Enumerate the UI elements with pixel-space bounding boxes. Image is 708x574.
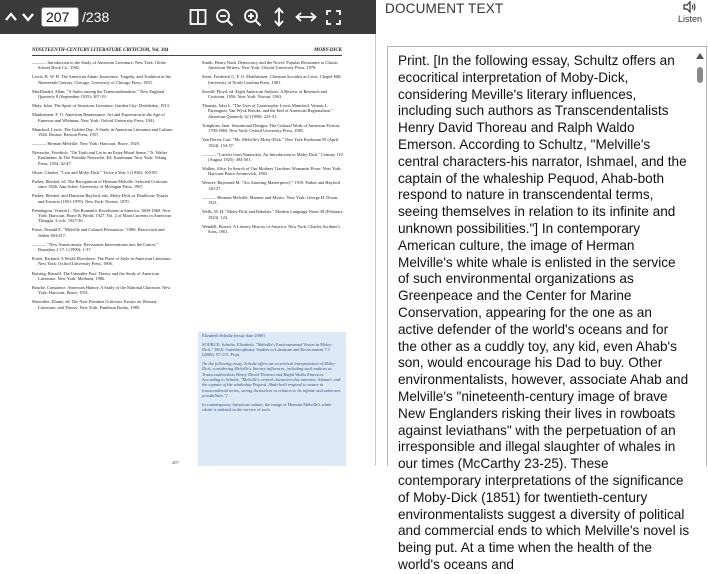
- document-text-panel: [377, 0, 708, 572]
- fit-width-icon: [295, 11, 317, 23]
- bibliography-entry: Stern, Frederick C. F. O. Matthiessen: Christian Socialist as Critic. Chapel Hill: University of North Carolina Press, 1981.: [202, 74, 342, 85]
- viewer-toolbar: [0, 0, 376, 34]
- essay-heading: Elizabeth Schultz (essay date 2000): [202, 333, 265, 338]
- essay-intro: [In the following essay, Schultz offers an ecocritical interpretation of Moby-Dick, considering Melville's literary influences, including such authors as Transcendentalists Henry David Thoreau and Ralph Waldo Emerson. According to Schultz, "Melville's central characters-his narrator, Ishmael, and the captain of the whaleship Pequod, Ahab-both respond to nature in transcendental terms, seeing themselves in relation to its infinite and unknown possibilities."]: [202, 361, 341, 398]
- essay-source: SOURCE: Schultz, Elizabeth. "Melville's Environmental Vision in Moby-Dick." ISLE: Interdisciplinary Studies in Literature and Environment 7.1 (2000): 97-113. Print.: [202, 341, 333, 358]
- scan-running-header: [32, 48, 342, 53]
- listen-button[interactable]: [673, 1, 707, 27]
- next-page-button[interactable]: [20, 0, 36, 34]
- fit-height-button[interactable]: [268, 0, 290, 34]
- bibliography-entry: ———. Introduction to the Study of American Literature. New York: Globe School Book Co., 1902.: [32, 60, 166, 71]
- zoom-in-button[interactable]: [240, 0, 264, 34]
- scan-header-left: NINETEENTH-CENTURY LITERATURE CRITICISM, Vol. 304: [32, 48, 169, 53]
- document-viewer: [0, 0, 376, 466]
- bibliography-entry: ———. "New Americanists: Revisionist Interventions into the Canon." Boundary 2 17.1 (1990): 1-37.: [32, 241, 158, 253]
- scan-column-left: [32, 60, 174, 314]
- scan-header-right: MOBY-DICK: [314, 48, 342, 53]
- bibliography-entry: Pease, Donald E. "Melville and Cultural Persuasion." 1986. Bercovitch and Jehlen 384-417.: [32, 227, 165, 238]
- bibliography-entry: Mumford, Lewis. The Golden Day: A Study in American Literature and Culture. 1926. Boston: Beacon Press, 1957.: [32, 126, 174, 137]
- document-text: Print. [In the following essay, Schultz offers an ecocritical interpretation of Moby-Dick, considering Meville's literary influences, including such authors as Transcendentalists Henry David Thoreau and Ralph Waldo Emerson. According to Schultz, "Melville's central characters-his narrator, Ishmael, and the captain of the whaleship Pequod, Ahab-both respond to nature in transcendental terms, seeing themselves in relation to its infinite and unknown possibilities."] In contemporary American culture, the image of Herman Melville's white whale is enlisted in the service of such environmental organizations as Greenpeace and the Center for Marine Conservation, appearing for the one as an active defender of the world's oceans and for the other as a cuddly toy, any kid, even Ahab's son, would encourage his Dad to buy. Other environmentalists, however, associate Ahab and Melville's "nineteenth-century image of brave New Englanders risking their lives in rowboats against leviathans" with the perpetuation of an irresponsible and illegal slaughter of whales in our times (McCarthy 23-25). These contemporary interpretations of the significance of Moby-Dick (1851) for twentieth-century environmentalists suggest a diversity of political and commercial ends to which Melville's novel is being put. At a time when the health of the world's oceans and: [398, 53, 690, 572]
- chevron-up-icon: [4, 10, 18, 24]
- bibliography-entry: ———. Herman Melville. New York: Harcourt, Brace, 1929.: [32, 141, 140, 147]
- zoom-out-button[interactable]: [212, 0, 236, 34]
- bibliography-entry: Tompkins, Jane. Sensational Designs: The Cultural Work of American Fiction, 1790-1860. New York: Oxford University Press, 1985.: [202, 122, 340, 134]
- scan-column-right: [202, 60, 344, 238]
- scan-header-rule: [32, 55, 342, 56]
- document-text-box[interactable]: [387, 46, 707, 572]
- bibliography-entry: Weaver, Raymond M. "Ars Amoring Masterpiece]." 1919. Parker and Hayford 120-27.: [202, 180, 341, 191]
- bibliography-entry: MacDonald, Allan. "A Sailor among the Transcendentalists." New England Quarterly 8 (September 1935): 307-19.: [32, 88, 164, 100]
- bibliography-entry: Olson, Charles. "Lear and Moby-Dick." Twice a Year 1 (1938): 165-89.: [32, 169, 158, 175]
- bibliography-entry: Nietzsche, Friedrich. "On Truth and Lie in an Extra-Moral Sense." Tr. Walter Kaufmann. In The Portable Nietzsche. Ed. Kaufmann. New York: Viking Press, 1954. 42-47.: [32, 150, 168, 166]
- sidebar-toggle-button[interactable]: [186, 0, 210, 34]
- page-number-input[interactable]: [41, 7, 79, 27]
- bibliography-entry: Pennington, Vernon L. The Romantic Revolution in America: 1800-1860. New York: Harcourt, Brace & World, 1927. Vol. 2 of Main Currents in American Thought. 3 vols. 1927-30.: [32, 207, 171, 224]
- scroll-thumb[interactable]: [697, 67, 703, 83]
- scanned-page: [22, 42, 352, 472]
- scroll-up-arrow-icon[interactable]: [696, 53, 704, 59]
- bibliography-entry: Rourke, Constance. American Humor: A Study of the National Character. New York: Harcourt, Brace, 1931.: [32, 284, 171, 296]
- bibliography-entry: Van Doren, Carl. "Mr. Melville's Moby-Dick." New York Bookman 59 (April 1924): 154-57.: [202, 137, 339, 148]
- text-scrollbar[interactable]: [694, 51, 706, 465]
- chevron-down-icon: [21, 10, 35, 24]
- fit-height-icon: [273, 7, 285, 27]
- fullscreen-icon: [326, 10, 341, 25]
- sidebar-toggle-icon: [189, 8, 207, 26]
- bibliography-entry: Wendell, Barrett. A Literary History of America. New York: Charles Scribner's Sons, 1901.: [202, 223, 341, 234]
- zoom-out-icon: [215, 8, 234, 27]
- fullscreen-button[interactable]: [322, 0, 344, 34]
- zoom-in-icon: [243, 8, 262, 27]
- bibliography-entry: Ruising, Russell. The Unusable Past: Theory and the Study of American Literature. New York: Methuen, 1986.: [32, 270, 159, 281]
- bibliography-entry: Parker, Hershel, ed. The Recognition of Herman Melville: Selected Criticism since 1846. Ann Arbor: University of Michigan Press, 1967.: [32, 178, 168, 190]
- bibliography-entry: Mary, John. The Spirit of American Literature. Garden City: Doubleday, 1913.: [32, 103, 170, 109]
- bibliography-entry: Smith, Henry Nash. Democracy and the Novel: Popular Resistance to Classic American Writers. New York: Oxford University Press, 1978.: [202, 60, 339, 71]
- scan-page-number: 207: [172, 460, 179, 465]
- bibliography-entry: Parker, Hershel, and Harrison Hayford, eds. Moby-Dick as Doubloon: Essays and Extracts (1851-1970). New York: Norton, 1970.: [32, 193, 169, 204]
- bibliography-entry: ———. "Lucifer from Nantucket: An Introduction to Moby-Dick." Century 110 (August 1925): 494-501.: [202, 151, 343, 162]
- bibliography-entry: Stovall, Floyd, ed. Eight American Authors: A Review of Research and Criticism. 1956. New York: Norton, 1963.: [202, 88, 327, 100]
- bibliography-entry: Walker, Alice. In Search of Our Mothers' Gardens: Womanist Prose. New York: Harcourt Brace Jovanovich, 1983.: [202, 166, 342, 177]
- previous-page-button[interactable]: [3, 0, 19, 34]
- bibliography-entry: Showalter, Elaine, ed. The New Feminist Criticism: Essays on Women, Literature, and Theory. New York: Pantheon Books, 1985.: [32, 299, 158, 310]
- fit-width-button[interactable]: [292, 0, 320, 34]
- speaker-icon: [683, 1, 697, 13]
- bibliography-entry: Lewis, R. W. B. The American Adam: Innocence, Tragedy, and Tradition in the Nineteenth Century. Chicago: University of Chicago Press, 1955.: [32, 74, 171, 85]
- listen-label: Listen: [677, 14, 703, 24]
- highlighted-essay-start: [202, 333, 342, 416]
- bibliography-entry: ———. Herman Melville, Mariner and Mystic. New York: George H. Doran, 1921.: [202, 194, 339, 206]
- bibliography-entry: Wells, W. H. "Moby-Dick and Rabelais." Modern Language Notes 38 (February 1923): 123.: [202, 209, 343, 220]
- essay-body-start: In contemporary American culture, the image of Herman Melville's white whale is enlisted in the service of such: [202, 401, 332, 413]
- bibliography-entry: Porter, Richard. A World Elsewhere: The Place of Style in American Literature. New York: Oxford University Press, 1966.: [32, 256, 172, 267]
- bibliography-entry: Thomas, John L. "The Uses of Catastrophe: Lewis Mumford, Vernon L. Parrington, Van Wyck Brooks, and the End of American Regionalism." American Quarterly 42 (1990): 223-51.: [202, 103, 333, 119]
- bibliography-entry: Matthiessen, F. O. American Renaissance: Art and Expression in the Age of Emerson and Whitman. New York: Oxford University Press, 1941.: [32, 112, 165, 123]
- panel-title: DOCUMENT TEXT: [385, 1, 504, 16]
- page-total: /238: [82, 9, 110, 25]
